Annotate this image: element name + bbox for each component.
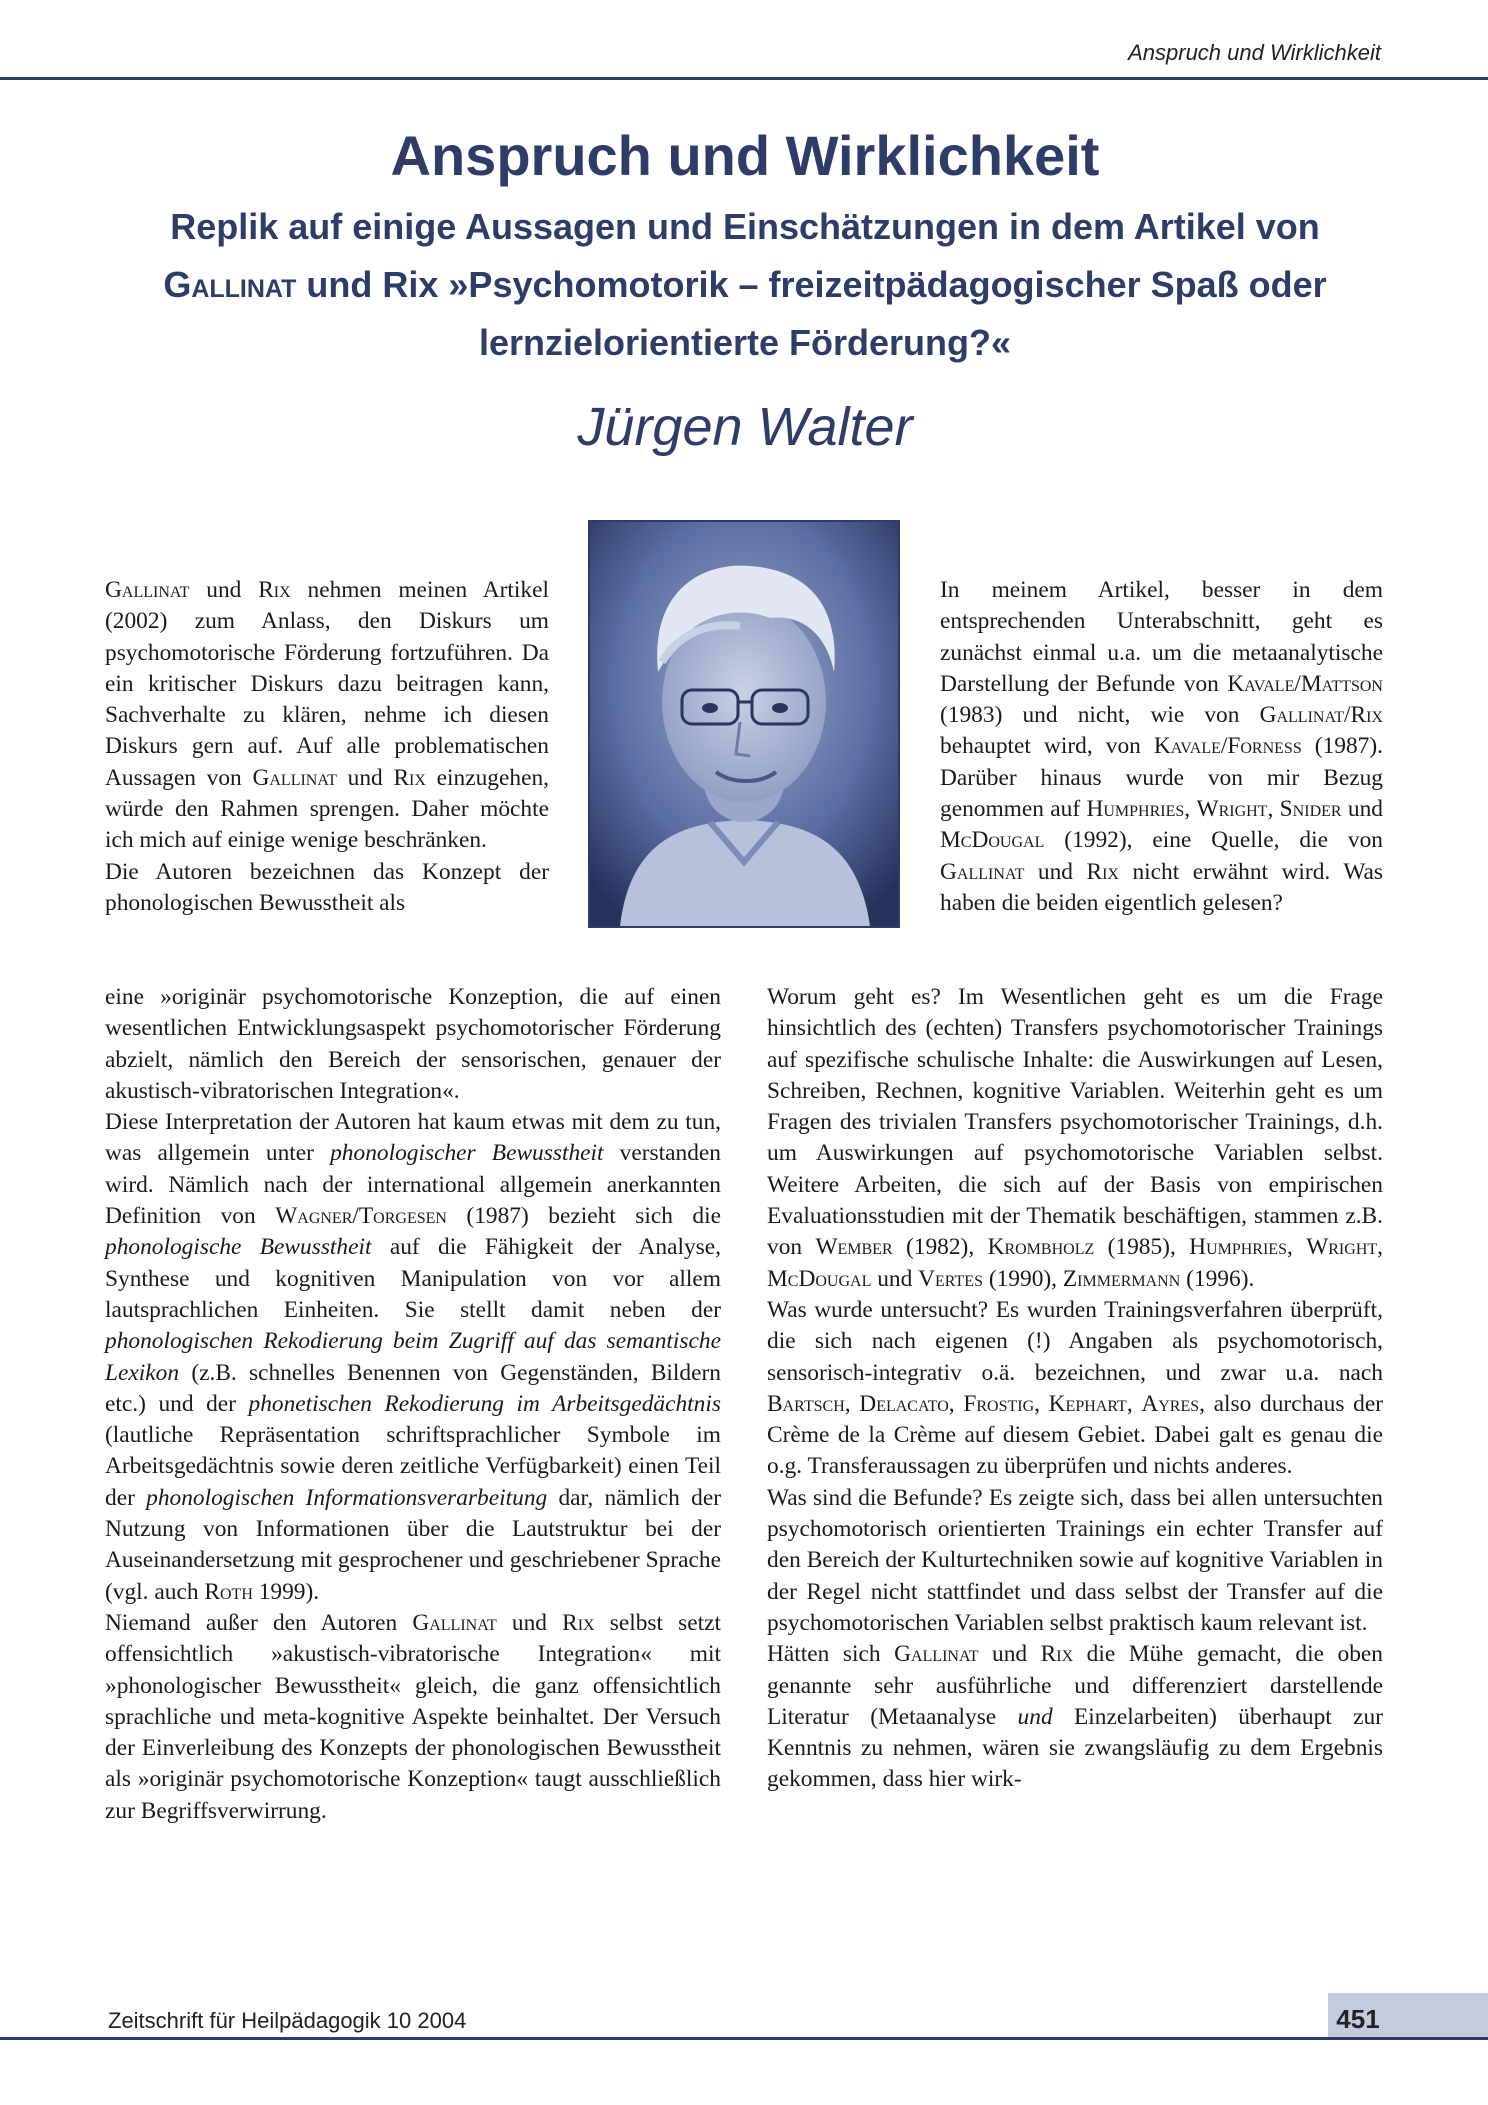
- title-block: [105, 118, 1385, 464]
- left-column-top: [105, 575, 549, 919]
- author-ref: Roth: [204, 1578, 253, 1605]
- text-run: Was wurde untersucht? Es wurden Trainingsverfahren überprüft, die sich nach eigenen (!) Angaben als psychomotorisch, sensorisch-integrativ o.ä. bezeichnen, und zwar u.a. nach: [767, 1296, 1383, 1386]
- text-run: und: [336, 764, 394, 791]
- paragraph: Die Autoren bezeichnen das Konzept der phonologischen Bewusstheit als: [105, 858, 549, 916]
- author-ref: Zimmermann: [1062, 1265, 1181, 1292]
- text-run: , also durchaus der Crème de la Crème auf diesem Gebiet. Dabei galt es genau die o.g. Transferaussagen zu überprüfen und nichts anderes.: [767, 1390, 1384, 1480]
- paragraph: [767, 1295, 1383, 1483]
- author-ref: Wright: [1196, 796, 1268, 823]
- text-run: nehmen meinen Artikel (2002) zum Anlass, den Diskurs um psychomotorische Förderung fortzuführen. Da ein kritischer Diskurs dazu beitragen kann, Sachverhalte zu klären, nehme ich diesen Diskurs gern auf. Auf alle problematischen Aussagen von: [105, 577, 550, 791]
- left-column-full: [105, 982, 721, 1827]
- author-ref: Rix: [258, 577, 291, 603]
- text-run: behauptet wird, von: [940, 733, 1154, 760]
- right-column-full: [767, 982, 1383, 1796]
- author-ref: Snider: [1279, 796, 1342, 823]
- article-subtitle: [105, 198, 1385, 372]
- text-run: selbst setzt offensichtlich »akustisch-vibratorische Integration« mit »phonologischer Bewusstheit« gleich, die ganz offensichtlich sprachliche und meta-kognitive Aspekte beinhaltet. Der Versuch der Einverleibung des Konzepts der phonologischen Bewusstheit als »originär psychomotorische Konzeption« taugt ausschließlich zur Begriffsverwirrung.: [105, 1609, 721, 1824]
- text-run: (1982),: [892, 1234, 988, 1261]
- footer-rule: [0, 2037, 1488, 2040]
- paragraph: [105, 1107, 721, 1608]
- text-run: ,: [844, 1390, 860, 1417]
- author-ref: Gallinat: [940, 858, 1025, 885]
- article-title: Anspruch und Wirklichkeit: [390, 124, 1100, 187]
- text-run: und: [978, 1641, 1041, 1668]
- author-ref: Kephart: [1048, 1390, 1127, 1417]
- page-number: 451: [1336, 2004, 1380, 2034]
- text-run: auf die Fähigkeit der Analyse, Synthese und kognitiven Manipulation von vor allem lautsprachlichen Einheiten. Sie stellt damit neben der: [105, 1234, 721, 1323]
- paragraph: [105, 1608, 721, 1827]
- author-ref: Wember: [815, 1234, 893, 1261]
- text-run: Diese Interpretation der Autoren hat kaum etwas mit dem zu tun, was allgemein unter: [105, 1109, 721, 1167]
- text-run: (lautliche Repräsentation schriftsprachlicher Symbole im Arbeitsgedächtnis sowie deren zeitliche Verfügbarkeit) einen Teil der: [105, 1422, 721, 1511]
- author-ref: Kavale/Mattson: [1227, 670, 1383, 697]
- paragraph: Was sind die Befunde? Es zeigte sich, dass bei allen untersuchten psychomotorisch orientierten Trainings ein echter Transfer auf den Bereich der Kulturtechniken sowie auf kognitive Variablen in der Regel nicht stattfindet und dass selbst der Transfer auf die psychomotorischen Variablen selbst praktisch kaum relevant ist.: [767, 1484, 1383, 1636]
- author-ref: McDougal: [940, 827, 1045, 854]
- text-run: dar, nämlich der Nutzung von Informationen über die Lautstruktur bei der Auseinandersetzung mit gesprochener und geschriebener Sprache (vgl. auch: [105, 1484, 721, 1605]
- author-ref: Delacato: [859, 1390, 949, 1417]
- term: und: [1017, 1703, 1053, 1730]
- term: phonologischen Rekodierung beim Zugriff auf das semantische Lexikon: [105, 1328, 721, 1386]
- author-ref: Gallinat: [252, 764, 337, 791]
- paragraph: [767, 982, 1383, 1295]
- author-name: Jürgen Walter: [577, 397, 913, 457]
- term: phonologischer Bewusstheit: [330, 1140, 604, 1167]
- text-run: nicht erwähnt wird. Was haben die beiden eigentlich gelesen?: [940, 858, 1384, 916]
- author-photo: [588, 520, 900, 928]
- text-run: ,: [1267, 796, 1280, 823]
- text-run: Hätten sich: [767, 1641, 895, 1668]
- author-ref: Humphries: [1086, 796, 1185, 823]
- paragraph: [767, 1639, 1383, 1795]
- author-ref: Gallinat: [105, 577, 190, 603]
- text-run: verstanden wird. Nämlich nach der international allgemein anerkannten Definition von: [105, 1140, 721, 1230]
- author-ref: Rix: [1040, 1641, 1074, 1668]
- author-ref: Gallinat: [894, 1641, 979, 1668]
- text-run: ,: [1126, 1390, 1142, 1417]
- text-run: (z.B. schnelles Benennen von Gegenständen, Bildern etc.) und der: [105, 1359, 721, 1417]
- right-column-top: [940, 575, 1383, 919]
- text-run: ,: [948, 1390, 964, 1417]
- text-run: ,: [1286, 1234, 1307, 1261]
- text-run: (1992), eine Quelle, die von: [1044, 827, 1383, 854]
- author-ref: Kavale/Forness: [1153, 733, 1302, 760]
- text-run: In meinem Artikel, besser in dem entsprechenden Unterabschnitt, geht es zunächst einmal u.a. um die metaanalytische Darstellung der Befunde von: [940, 577, 1383, 697]
- text-run: einzugehen, würde den Rahmen sprengen. Daher möchte ich mich auf einige wenige beschränken.: [105, 764, 550, 854]
- author-ref: Frostig: [963, 1390, 1035, 1417]
- term: phonetischen Rekodierung im Arbeitsgedächtnis: [248, 1390, 721, 1417]
- text-run: die Mühe gemacht, die oben genannte sehr ausführliche und differenziert darstellende Literatur (Metaanalyse: [767, 1641, 1383, 1730]
- author-ref: McDougal: [767, 1265, 872, 1292]
- footer-journal: Zeitschrift für Heilpädagogik 10 2004: [108, 2008, 467, 2033]
- subtitle-line-1: Replik auf einige Aussagen und Einschätzungen in dem Artikel von: [170, 206, 1320, 247]
- author-ref: Gallinat: [412, 1609, 497, 1636]
- text-run: 1999).: [252, 1578, 320, 1605]
- text-run: ,: [1377, 1234, 1384, 1261]
- text-run: (1987). Darüber hinaus wurde von mir Bezug genommen auf: [940, 733, 1383, 823]
- author-ref: Humphries: [1189, 1234, 1287, 1261]
- text-run: (1983) und nicht, wie von: [940, 702, 1260, 729]
- author-ref: Vertes: [918, 1265, 983, 1292]
- text-run: ,: [1184, 796, 1197, 823]
- text-run: (1996).: [1180, 1265, 1255, 1292]
- text-run: und: [871, 1265, 919, 1292]
- author-ref: Ayres: [1141, 1390, 1200, 1417]
- text-run: Worum geht es? Im Wesentlichen geht es um die Frage hinsichtlich des (echten) Transfers psychomotorischer Trainings auf spezifische schulische Inhalte: die Auswirkungen auf Lesen, Schreiben, Rechnen, kognitive Variablen. Weiterhin geht es um Fragen des trivialen Transfers psychomotorischer Trainings, d.h. um Auswirkungen auf psychomotorische Variablen selbst. Weitere Arbeiten, die sich auf der Basis von empirischen Evaluationsstudien mit der Thematik beschäftigen, stammen z.B. von: [767, 984, 1383, 1261]
- running-head: Anspruch und Wirklichkeit: [1128, 40, 1381, 65]
- text-run: Niemand außer den Autoren: [105, 1609, 413, 1636]
- author-ref: Rix: [1086, 858, 1119, 885]
- author-ref: Bartsch: [767, 1390, 845, 1417]
- term: phonologischen Informationsverarbeitung: [146, 1484, 548, 1511]
- text-run: und: [496, 1609, 563, 1636]
- text-run: und: [189, 577, 259, 603]
- text-run: (1987) bezieht sich die: [446, 1203, 721, 1230]
- text-run: und: [1341, 796, 1384, 823]
- author-ref: Rix: [562, 1609, 595, 1636]
- subtitle-line-3: lernzielorientierte Förderung?«: [478, 322, 1012, 363]
- subtitle-line-2: und Rix »Psychomotorik – freizeitpädagogischer Spaß oder: [296, 264, 1327, 305]
- paragraph: eine »originär psychomotorische Konzeption, die auf einen wesentlichen Entwicklungsaspekt psychomotorischer Förderung abzielt, nämlich den Bereich der sensorischen, genauer der akustisch-vibratorischen Integration«.: [105, 984, 721, 1104]
- paragraph: [940, 575, 1383, 919]
- text-run: (1990),: [982, 1265, 1063, 1292]
- header-rule: [0, 77, 1488, 80]
- text-run: und: [1024, 858, 1087, 885]
- portrait-illustration: [590, 522, 898, 926]
- text-run: Einzelarbeiten) überhaupt zur Kenntnis zu nehmen, wären sie zwangsläufig zu dem Ergebnis gekommen, dass hier wirk-: [767, 1703, 1383, 1793]
- author-ref: Gallinat/Rix: [1259, 702, 1383, 729]
- subtitle-author-name: Gallinat: [163, 264, 297, 305]
- paragraph: [105, 575, 549, 857]
- author-ref: Wright: [1306, 1234, 1378, 1261]
- text-run: ,: [1034, 1390, 1049, 1417]
- term: phonologische Bewusstheit: [105, 1234, 372, 1261]
- author-ref: Krombholz: [987, 1234, 1095, 1261]
- author-ref: Rix: [393, 764, 426, 791]
- author-ref: Wagner/Torgesen: [275, 1203, 447, 1230]
- text-run: (1985),: [1094, 1234, 1190, 1261]
